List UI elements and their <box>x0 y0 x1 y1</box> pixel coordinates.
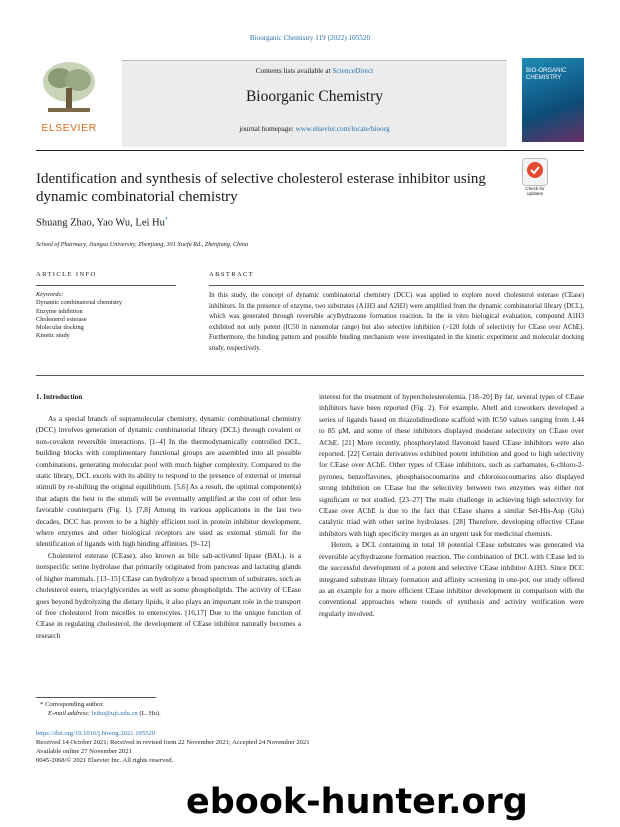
left-column <box>36 413 301 641</box>
corresponding-text: Corresponding author. <box>44 701 104 708</box>
keyword-item: Enzyme inhibition <box>36 307 83 315</box>
section-heading: 1. Introduction <box>36 393 83 401</box>
contents-line <box>122 66 507 75</box>
header-rule <box>36 150 584 151</box>
cover-title: BIO-ORGANIC CHEMISTRY <box>526 68 567 81</box>
article-title: Identification and synthesis of selective cholesterol esterase inhibitor using dynamic combinatorial chemistry <box>36 171 486 205</box>
journal-citation-link[interactable]: Bioorganic Chemistry 119 (2022) 105520 <box>249 34 371 42</box>
keyword-item: Dynamic combinatorial chemistry <box>36 299 123 307</box>
email-suffix: (L. Hu). <box>137 710 161 717</box>
homepage-line <box>122 124 507 133</box>
publisher-wordmark: ELSEVIER <box>41 122 97 134</box>
elsevier-tree-logo <box>36 58 102 116</box>
footnote-corresponding: * Corresponding author. <box>40 701 104 708</box>
paragraph: As a special branch of supramolecular chemistry, dynamic combinational chemistry (DCC) involves generation of dynamic combinatorial library (DCL) through covalent or non-covalent reversible interactions. [1–4] In the thermodynamically controlled DCL, building blocks with complimentary functional groups are assembled into all possible combinations, generating molecular pool with much higher complexity. Compared to the static library, DCL excels with its ability to respond to the presence of external or internal stimuli by re-shifting the original equilibrium. [5,6] As a result, the optimal component(s) that adapts the best to the stimuli will be eventually amplified at the cost of other less favorable counterparts (Fig. 1). [7,8] Among its various applications in the last two decades, DCC has proven to be a highly efficient tool in protein inhibitor development, where enzymes and other biological receptors are used as external stimuli for the identification of ligands with high binding affinities. [9–12] <box>36 414 301 549</box>
author-list <box>36 217 168 229</box>
paragraph: Cholesterol esterase (CEase), also known as bile salt-activated lipase (BAL), is a nonspecific serine hydrolase that primarily originated from pancreas and lactating glands of higher mammals. [13–15] CEase can hydrolyze a broad spectrum of substrates, such as cholesterol esters, triacylglycerides as well as some phospholipids. The activity of CEase goes beyond hydrolyzing the dietary lipids, it also plays an important role in the transport of free cholesterol from micelles to enterocytes. [16,17] Due to the unique function of CEase in regulating cholesterol, the development of CEase inhibitor naturally becomes a research <box>36 550 301 640</box>
keyword-item: Kinetic study <box>36 332 70 340</box>
copyright: 0045-2068/© 2021 Elsevier Inc. All rights reserved. <box>36 757 174 764</box>
footnote-email <box>48 709 161 718</box>
paragraph: interest for the treatment of hypercholesterolemia. [18–20] By far, several types of CEase inhibitors have been reported (Fig. 2). For example, Abell and coworkers developed a series of ligands based on thiazolidinedione scaffold with IC50 values ranging from 1.44 to 85 μM, and some of these inhibitors displayed moderate selectivity on CEase over AChE. [21] More recently, phosphorylated flavonoid based CEase inhibitors were also reported. [22] Certain derivatives exhibited potent inhibition and good to high selectivity for CEase over AChE. Other types of CEase inhibitors, such as carbamates, 6-chloro-2-pyrones, benzoflavones, phosphaisocoumarins and chloroisocoumarins also displayed strong inhibition on CEase but the selectivity between two enzymes was either not significant or not studied. [23–27] The main challenge in achieving high selectivity for CEase over AChE is due to the fact that CEase shares a similar Ser-His-Asp (Glu) catalytic triad with other serine hydrolases. [28] Therefore, developing effective CEase inhibitors with high specificity merges as an urgent task for medicinal chemists. <box>319 392 584 538</box>
email-link[interactable]: leihu@ujs.edu.cn <box>91 710 138 717</box>
homepage-prefix: journal homepage: <box>239 124 296 133</box>
info-rule <box>36 285 176 286</box>
keywords-label: Keywords: <box>36 291 64 298</box>
online-date: Available online 27 November 2021 <box>36 748 132 755</box>
abstract-bottom-rule <box>36 375 584 376</box>
contents-prefix: Contents lists available at <box>255 66 333 75</box>
abstract-text: In this study, the concept of dynamic combinatorial chemistry (DCC) was applied to explore novel cholesterol esterase (CEase) inhibitors. In the presence of enzyme, two substrates (A1H3 and A2H3) were amplified from the dynamic combinatorial library (DCL), which was generated through reversible acylhydrazone formation reaction. In the in vitro biological evaluation, compound A1H3 exhibited not only potent (IC50 in nanomolar range) but also selective inhibition (>120 folds of selectivity for CEase over AChE). Furthermore, the binding pattern and possible binding mechanism were investigated in the kinetic experiment and molecular docking study, respectively. <box>209 292 584 352</box>
authors-text: Shuang Zhao, Yao Wu, Lei Hu <box>36 217 165 229</box>
footnote-rule <box>36 697 156 698</box>
check-updates-label[interactable]: Check for updates <box>525 186 545 196</box>
keywords-block <box>36 291 176 341</box>
email-label: E-mail address: <box>48 710 92 717</box>
abstract-rule <box>209 285 584 286</box>
paragraph: Herein, a DCL containing in total 18 potential CEase substrates was generated via reversible acylhydrazone formation reaction. The combination of DCL with CEase led to the successful development of a potent and selective CEase inhibitor A1H3. Since DCC integrated substrate library formation and affinity screening in one-pot, our study offered as an example for a more efficient CEase inhibitor development in comparison with the conventional approaches where rounds of synthesis and activity verification were regularly involved. <box>319 540 584 618</box>
journal-name: Bioorganic Chemistry <box>245 88 384 105</box>
check-updates-icon[interactable] <box>522 158 548 186</box>
keyword-item: Cholesterol esterase <box>36 315 87 323</box>
right-column <box>319 391 584 619</box>
watermark: ebook-hunter.org <box>186 782 528 822</box>
affiliation: School of Pharmacy, Jiangsu University, Zhenjiang, 301 Xuefu Rd., Zhenjiang, China <box>36 241 249 248</box>
sciencedirect-link[interactable]: ScienceDirect <box>332 66 374 75</box>
received-dates: Received 14 October 2021; Received in revised form 22 November 2021; Accepted 24 November 2021 <box>36 739 310 746</box>
doi-link[interactable]: https://doi.org/10.1016/j.bioorg.2021.105520 <box>36 730 155 737</box>
abstract-heading: ABSTRACT <box>209 271 255 278</box>
corresponding-author-mark[interactable]: * <box>164 217 168 223</box>
homepage-link[interactable]: www.elsevier.com/locate/bioorg <box>295 124 390 133</box>
keyword-item: Molecular docking <box>36 324 84 332</box>
article-info-heading: ARTICLE INFO <box>36 271 97 278</box>
